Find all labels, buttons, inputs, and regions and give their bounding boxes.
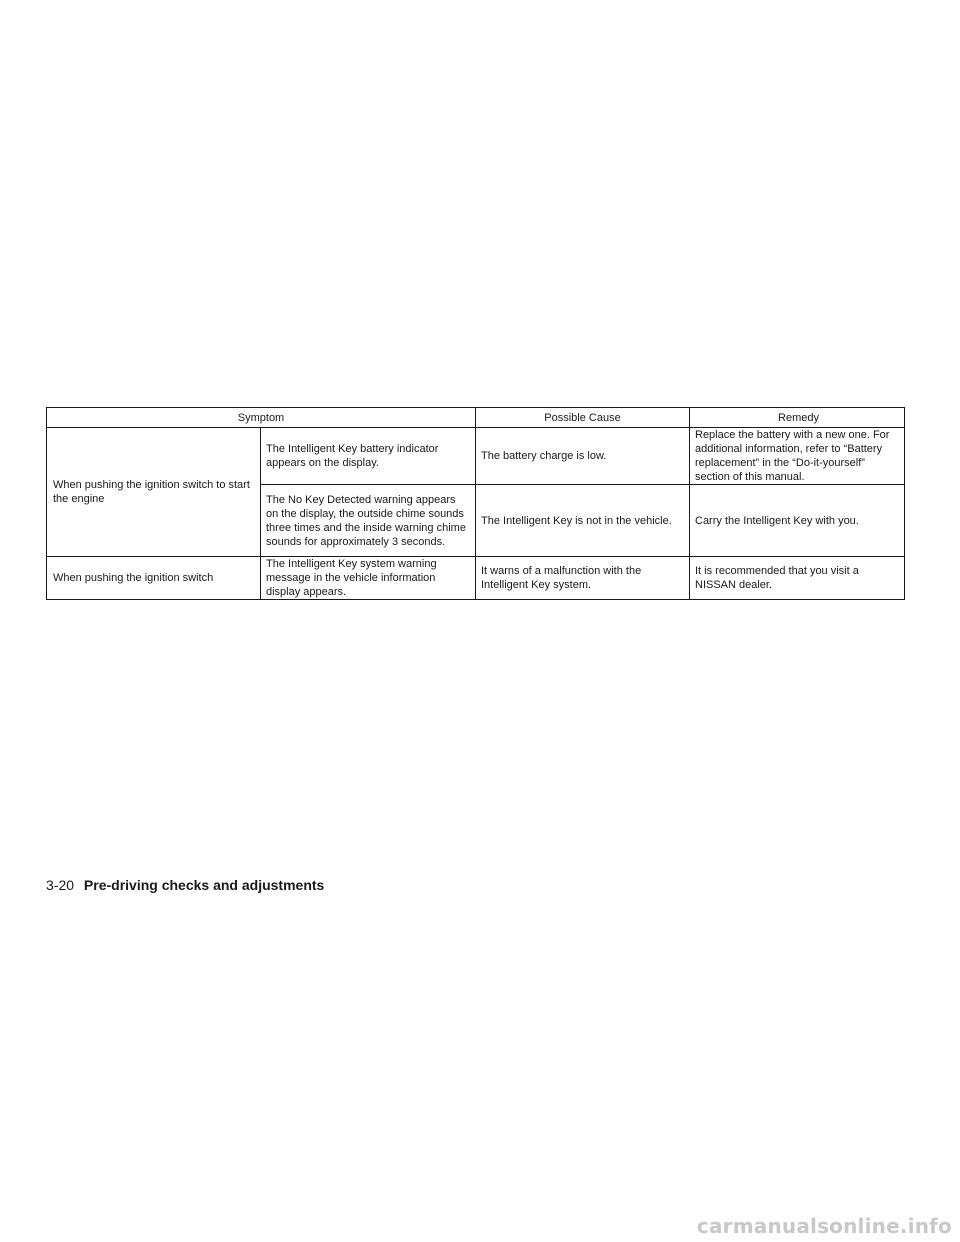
detail-cell: The Intelligent Key system warning message in the vehicle information display appears.	[261, 557, 476, 600]
symptom-cell: When pushing the ignition switch to start the engine	[47, 428, 261, 557]
header-remedy: Remedy	[690, 408, 905, 428]
detail-cell: The Intelligent Key battery indicator appears on the display.	[261, 428, 476, 485]
cause-cell: The Intelligent Key is not in the vehicle.	[476, 485, 690, 557]
troubleshooting-table	[46, 407, 905, 600]
chapter-title: Pre-driving checks and adjustments	[83, 877, 325, 893]
detail-cell: The No Key Detected warning appears on the display, the outside chime sounds three times and the inside warning chime sounds for approximately 3 seconds.	[261, 485, 476, 557]
table-header-row	[47, 408, 905, 428]
symptom-cell: When pushing the ignition switch	[47, 557, 261, 600]
remedy-cell: It is recommended that you visit a NISSAN dealer.	[690, 557, 905, 600]
remedy-cell: Carry the Intelligent Key with you.	[690, 485, 905, 557]
page-number: 3-20	[46, 877, 75, 893]
remedy-cell: Replace the battery with a new one. For additional information, refer to “Battery replacement” in the “Do-it-yourself” section of this manual.	[690, 428, 905, 485]
watermark-text: carmanualsonline.info	[696, 1214, 952, 1238]
header-symptom: Symptom	[47, 408, 476, 428]
table-row	[47, 557, 905, 600]
table-row	[47, 428, 905, 485]
cause-cell: It warns of a malfunction with the Intelligent Key system.	[476, 557, 690, 600]
page-footer	[46, 876, 324, 894]
cause-cell: The battery charge is low.	[476, 428, 690, 485]
header-possible-cause: Possible Cause	[476, 408, 690, 428]
